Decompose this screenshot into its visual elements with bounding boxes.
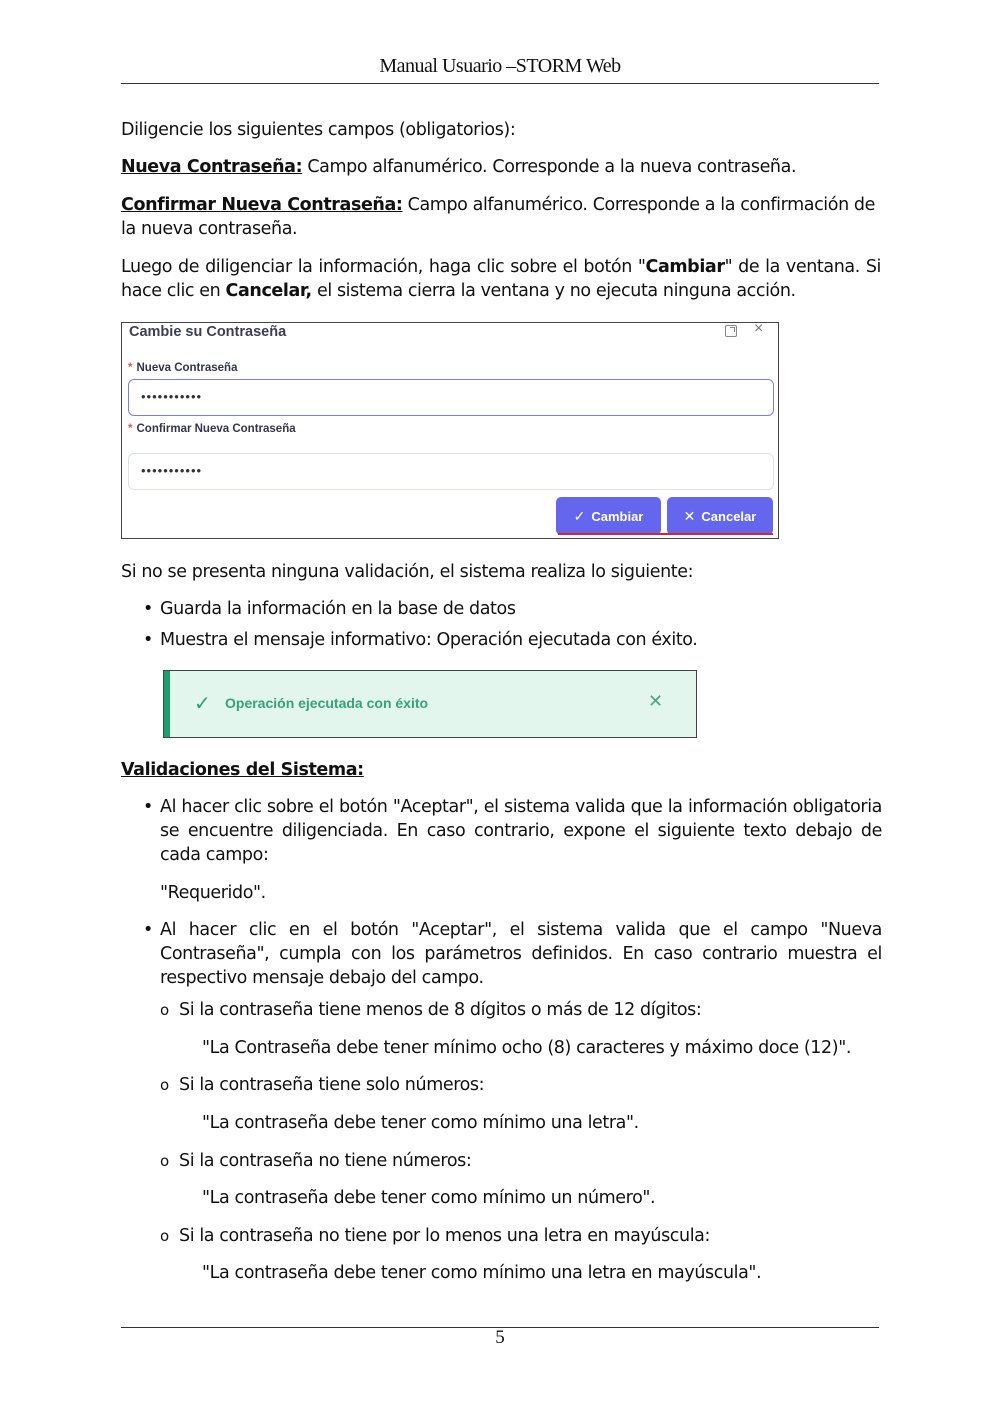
text: el sistema cierra la ventana y no ejecuta ninguna acción. (311, 281, 796, 301)
cambiar-button[interactable] (556, 497, 661, 535)
cancelar-button[interactable] (667, 497, 773, 535)
condition-text: Si la contraseña tiene menos de 8 dígitos o más de 12 dígitos: (179, 1000, 702, 1020)
condition-text: Si la contraseña no tiene números: (179, 1151, 472, 1171)
text: Luego de diligenciar la información, haga clic sobre el botón " (121, 257, 646, 277)
change-password-dialog (121, 322, 779, 539)
section-heading: Validaciones del Sistema: (121, 760, 364, 780)
dialog-title: Cambie su Contraseña (129, 324, 287, 340)
close-icon[interactable]: × (754, 320, 764, 337)
emphasis-cancelar: Cancelar, (225, 281, 312, 301)
button-label: Cancelar (701, 508, 757, 524)
highlight-underline (558, 533, 773, 535)
label-text: Confirmar Nueva Contraseña (136, 423, 296, 435)
check-icon: ✓ (194, 691, 211, 715)
validation-message: "La contraseña debe tener como mínimo una letra en mayúscula". (202, 1263, 762, 1283)
circle-bullet-icon: o (160, 1227, 169, 1245)
new-password-label (128, 362, 237, 374)
maximize-icon[interactable] (725, 325, 737, 337)
field-desc-nueva (121, 155, 881, 179)
field-name: Confirmar Nueva Contraseña: (121, 195, 403, 215)
validation-message: "La Contraseña debe tener mínimo ocho (8) caracteres y máximo doce (12)". (202, 1038, 852, 1058)
bullet-text: Guarda la información en la base de datos (160, 599, 516, 619)
button-label: Cambiar (591, 508, 644, 524)
close-icon[interactable]: ✕ (648, 691, 664, 712)
validation-quote: "Requerido". (160, 883, 266, 903)
bullet-icon: • (143, 599, 153, 619)
validations-title (121, 758, 881, 782)
bullet-text: Muestra el mensaje informativo: Operación ejecutada con éxito. (160, 630, 698, 650)
bullet-icon: • (143, 630, 153, 650)
check-icon: ✓ (573, 507, 586, 524)
validation-message: "La contraseña debe tener como mínimo un número". (202, 1188, 656, 1208)
page-header: Manual Usuario –STORM Web (379, 55, 621, 77)
toast-accent-bar (164, 671, 170, 737)
result-intro: Si no se presenta ninguna validación, el sistema realiza lo siguiente: (121, 562, 694, 582)
circle-bullet-icon: o (160, 1076, 169, 1094)
label-text: Nueva Contraseña (136, 362, 238, 374)
condition-text: Si la contraseña tiene solo números: (179, 1075, 485, 1095)
circle-bullet-icon: o (160, 1152, 169, 1170)
field-description: Campo alfanumérico. Corresponde a la confirmación de la nueva contraseña. (121, 195, 876, 239)
toast-message: Operación ejecutada con éxito (225, 695, 429, 711)
bullet-text: Al hacer clic en el botón "Aceptar", el sistema valida que el campo "Nueva Contraseña", cumpla con los parámetros definidos. En caso contrario muestra el respectivo mensaje debajo del campo. (160, 920, 882, 988)
new-password-input[interactable]: ••••••••••• (128, 379, 774, 416)
validation-message: "La contraseña debe tener como mínimo una letra". (202, 1113, 639, 1133)
confirm-password-input[interactable]: ••••••••••• (128, 453, 774, 490)
condition-text: Si la contraseña no tiene por lo menos una letra en mayúscula: (179, 1226, 711, 1246)
field-description: Campo alfanumérico. Corresponde a la nueva contraseña. (302, 157, 797, 177)
instructions-paragraph (121, 255, 881, 303)
page-number: 5 (495, 1327, 505, 1348)
circle-bullet-icon: o (160, 1001, 169, 1019)
intro-text: Diligencie los siguientes campos (obligatorios): (121, 120, 516, 140)
text: " de la ventana. Si hace clic en (121, 257, 882, 301)
emphasis-cambiar: Cambiar (645, 257, 725, 277)
field-name: Nueva Contraseña: (121, 157, 303, 177)
required-marker: * (128, 362, 133, 374)
header-divider (121, 83, 879, 84)
confirm-password-label (128, 423, 296, 435)
required-marker: * (128, 423, 133, 435)
bullet-text: Al hacer clic sobre el botón "Aceptar", el sistema valida que la información obligatoria se encuentre diligenciada. En caso contrario, expone el siguiente texto debajo de cada campo: (160, 797, 882, 865)
bullet-icon: • (143, 797, 153, 817)
field-desc-confirmar (121, 193, 881, 241)
success-toast (163, 670, 697, 738)
x-icon: ✕ (683, 507, 696, 524)
bullet-icon: • (143, 920, 153, 940)
